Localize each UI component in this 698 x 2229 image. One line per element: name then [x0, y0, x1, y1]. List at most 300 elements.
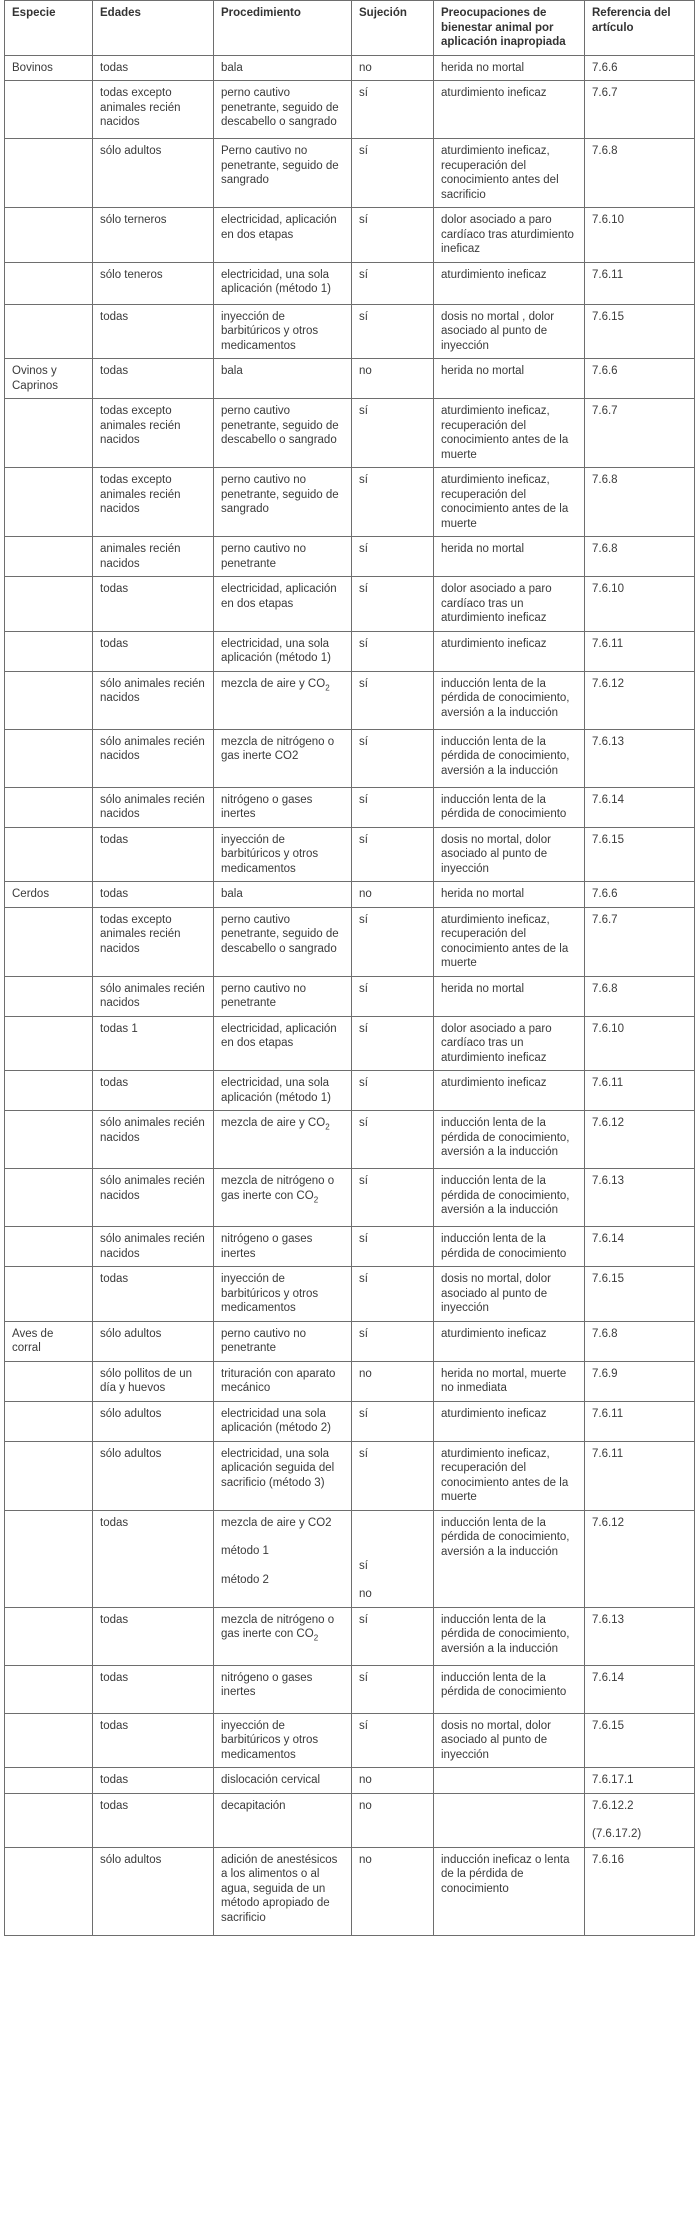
procedure-text: electricidad, una sola aplicación (método 1): [221, 637, 331, 664]
table-row: [5, 976, 695, 1016]
ages-cell: todas excepto animales recién nacidos: [93, 468, 214, 537]
species-cell: [5, 729, 93, 787]
restraint-cell: no: [352, 55, 434, 81]
ages-cell: sólo adultos: [93, 139, 214, 208]
procedure-text: perno cautivo penetrante, seguido de descabello o sangrado: [221, 913, 339, 955]
reference-cell: 7.6.15: [585, 304, 695, 359]
concerns-cell: dosis no mortal, dolor asociado al punto de inyección: [434, 827, 585, 882]
species-cell: [5, 399, 93, 468]
table-row: [5, 1016, 695, 1071]
reference-cell: 7.6.17.1: [585, 1768, 695, 1794]
concerns-cell: inducción ineficaz o lenta de la pérdida de conocimiento: [434, 1847, 585, 1935]
procedure-text: mezcla de nitrógeno o gas inerte con CO: [221, 1175, 335, 1202]
reference-cell: 7.6.7: [585, 907, 695, 976]
restraint-cell: sí: [352, 81, 434, 139]
subscript: 2: [313, 1633, 319, 1643]
restraint-cell: sí: [352, 1267, 434, 1322]
restraint-cell: no: [352, 1361, 434, 1401]
species-cell: [5, 468, 93, 537]
ages-cell: sólo animales recién nacidos: [93, 671, 214, 729]
ages-cell: sólo adultos: [93, 1847, 214, 1935]
procedure-text: electricidad, aplicación en dos etapas: [221, 214, 337, 241]
reference-cell: 7.6.16: [585, 1847, 695, 1935]
concerns-cell: dolor asociado a paro cardíaco tras aturdimiento ineficaz: [434, 208, 585, 263]
ages-cell: sólo animales recién nacidos: [93, 787, 214, 827]
concerns-cell: inducción lenta de la pérdida de conocimiento, aversión a la inducción: [434, 1169, 585, 1227]
procedure-text: electricidad, aplicación en dos etapas: [221, 1022, 337, 1049]
table-row: [5, 1793, 695, 1847]
ages-cell: sólo adultos: [93, 1401, 214, 1441]
procedure-cell: [214, 1227, 352, 1267]
table-row: [5, 537, 695, 577]
ages-cell: todas excepto animales recién nacidos: [93, 907, 214, 976]
restraint-cell: sí: [352, 976, 434, 1016]
species-cell: [5, 1510, 93, 1607]
procedure-text: electricidad, una sola aplicación (método 1): [221, 1077, 331, 1104]
procedure-text: mezcla de nitrógeno o gas inerte CO2: [221, 735, 335, 762]
subscript: 2: [313, 1194, 319, 1204]
reference-cell: 7.6.13: [585, 729, 695, 787]
concerns-cell: inducción lenta de la pérdida de conocimiento, aversión a la inducción: [434, 1111, 585, 1169]
concerns-cell: aturdimiento ineficaz: [434, 262, 585, 304]
table-row: [5, 1071, 695, 1111]
restraint-cell: sí: [352, 1111, 434, 1169]
header-reference: Referencia del artículo: [585, 1, 695, 56]
reference-cell: [585, 1793, 695, 1847]
table-row: [5, 1267, 695, 1322]
species-cell: Aves de corral: [5, 1321, 93, 1361]
table-row: [5, 262, 695, 304]
reference-cell: 7.6.10: [585, 577, 695, 632]
restraint-cell: no: [352, 1847, 434, 1935]
restraint-cell: sí: [352, 1169, 434, 1227]
reference-cell: 7.6.10: [585, 1016, 695, 1071]
ages-cell: todas: [93, 827, 214, 882]
procedure-cell: [214, 827, 352, 882]
restraint-method-2: no: [359, 1588, 372, 1600]
species-cell: [5, 1267, 93, 1322]
ages-cell: todas: [93, 1665, 214, 1713]
species-cell: [5, 208, 93, 263]
restraint-cell: sí: [352, 787, 434, 827]
procedure-cell: [214, 1607, 352, 1665]
table-row: [5, 1847, 695, 1935]
concerns-cell: herida no mortal, muerte no inmediata: [434, 1361, 585, 1401]
reference-cell: 7.6.12: [585, 671, 695, 729]
reference-cell: 7.6.8: [585, 537, 695, 577]
species-cell: [5, 787, 93, 827]
ages-cell: sólo pollitos de un día y huevos: [93, 1361, 214, 1401]
table-row: [5, 631, 695, 671]
concerns-cell: aturdimiento ineficaz, recuperación del conocimiento antes de la muerte: [434, 468, 585, 537]
species-cell: [5, 1227, 93, 1267]
restraint-cell: no: [352, 1793, 434, 1847]
procedure-text: nitrógeno o gases inertes: [221, 1671, 313, 1698]
restraint-cell: sí: [352, 1713, 434, 1768]
procedure-cell: [214, 787, 352, 827]
procedure-cell: [214, 1665, 352, 1713]
concerns-cell: inducción lenta de la pérdida de conocimiento, aversión a la inducción: [434, 729, 585, 787]
restraint-cell: sí: [352, 208, 434, 263]
ages-cell: animales recién nacidos: [93, 537, 214, 577]
procedure-text: decapitación: [221, 1799, 286, 1812]
procedure-text: adición de anestésicos a los alimentos o al agua, seguida de un método apropiado de sacrificio: [221, 1853, 338, 1924]
header-ages: Edades: [93, 1, 214, 56]
ages-cell: todas: [93, 1793, 214, 1847]
procedure-cell: [214, 262, 352, 304]
procedure-cell: [214, 577, 352, 632]
table-row: [5, 304, 695, 359]
reference-cell: 7.6.6: [585, 55, 695, 81]
restraint-cell: sí: [352, 1665, 434, 1713]
procedure-cell: [214, 1768, 352, 1794]
procedure-text: electricidad, una sola aplicación seguida del sacrificio (método 3): [221, 1447, 335, 1489]
concerns-cell: aturdimiento ineficaz, recuperación del conocimiento antes de la muerte: [434, 907, 585, 976]
reference-cell: 7.6.10: [585, 208, 695, 263]
table-row: [5, 1361, 695, 1401]
procedure-text: bala: [221, 365, 243, 377]
concerns-cell: inducción lenta de la pérdida de conocimiento: [434, 1665, 585, 1713]
species-cell: [5, 1071, 93, 1111]
reference-text: 7.6.12.2: [592, 1799, 634, 1812]
species-cell: [5, 907, 93, 976]
ages-cell: todas excepto animales recién nacidos: [93, 399, 214, 468]
procedure-text: perno cautivo no penetrante, seguido de sangrado: [221, 474, 339, 515]
restraint-cell: [352, 1510, 434, 1607]
restraint-cell: no: [352, 359, 434, 399]
reference-cell: 7.6.15: [585, 1713, 695, 1768]
concerns-cell: [434, 1768, 585, 1794]
procedure-cell: [214, 537, 352, 577]
table-row: [5, 1665, 695, 1713]
reference-cell: 7.6.12: [585, 1510, 695, 1607]
reference-cell: 7.6.15: [585, 827, 695, 882]
procedure-cell: [214, 81, 352, 139]
procedure-cell: [214, 1016, 352, 1071]
reference-cell: 7.6.6: [585, 359, 695, 399]
table-row: [5, 1111, 695, 1169]
concerns-cell: aturdimiento ineficaz: [434, 81, 585, 139]
table-row: [5, 907, 695, 976]
restraint-cell: sí: [352, 729, 434, 787]
species-cell: [5, 1111, 93, 1169]
table-row: [5, 729, 695, 787]
procedure-cell: [214, 1401, 352, 1441]
species-cell: [5, 577, 93, 632]
table-row: [5, 1401, 695, 1441]
procedure-cell: [214, 208, 352, 263]
reference-cell: 7.6.6: [585, 882, 695, 908]
table-row: [5, 468, 695, 537]
procedure-text: perno cautivo penetrante, seguido de descabello o sangrado: [221, 405, 339, 446]
restraint-cell: sí: [352, 1321, 434, 1361]
ages-cell: sólo animales recién nacidos: [93, 1111, 214, 1169]
species-cell: [5, 631, 93, 671]
species-cell: [5, 1793, 93, 1847]
concerns-cell: inducción lenta de la pérdida de conocimiento, aversión a la inducción: [434, 1607, 585, 1665]
concerns-cell: dolor asociado a paro cardíaco tras un aturdimiento ineficaz: [434, 1016, 585, 1071]
subscript: 2: [325, 1122, 330, 1132]
restraint-cell: sí: [352, 1441, 434, 1510]
ages-cell: todas: [93, 359, 214, 399]
ages-cell: todas: [93, 1768, 214, 1794]
reference-cell: 7.6.15: [585, 1267, 695, 1322]
procedure-cell: [214, 1441, 352, 1510]
species-cell: [5, 304, 93, 359]
header-species: Especie: [5, 1, 93, 56]
table-row: [5, 671, 695, 729]
species-cell: [5, 976, 93, 1016]
procedure-cell: [214, 631, 352, 671]
species-cell: Cerdos: [5, 882, 93, 908]
concerns-cell: inducción lenta de la pérdida de conocimiento: [434, 1227, 585, 1267]
table-row: [5, 81, 695, 139]
table-row: [5, 882, 695, 908]
ages-cell: todas: [93, 631, 214, 671]
table-row: [5, 359, 695, 399]
table-row: [5, 1227, 695, 1267]
species-cell: [5, 1768, 93, 1794]
procedure-text: bala: [221, 61, 243, 74]
procedure-cell: [214, 729, 352, 787]
reference-cell: 7.6.9: [585, 1361, 695, 1401]
concerns-cell: dosis no mortal, dolor asociado al punto de inyección: [434, 1713, 585, 1768]
restraint-cell: sí: [352, 1607, 434, 1665]
procedure-cell: [214, 139, 352, 208]
restraint-cell: sí: [352, 1227, 434, 1267]
table-body: [5, 55, 695, 1935]
header-restraint: Sujeción: [352, 1, 434, 56]
procedure-text: inyección de barbitúricos y otros medicamentos: [221, 1273, 319, 1314]
procedure-cell: [214, 1793, 352, 1847]
species-cell: [5, 1016, 93, 1071]
procedure-cell: [214, 304, 352, 359]
reference-cell: 7.6.13: [585, 1607, 695, 1665]
concerns-cell: [434, 1793, 585, 1847]
table-row: [5, 55, 695, 81]
restraint-cell: sí: [352, 671, 434, 729]
species-cell: [5, 81, 93, 139]
restraint-cell: sí: [352, 1016, 434, 1071]
reference-cell: 7.6.12: [585, 1111, 695, 1169]
concerns-cell: inducción lenta de la pérdida de conocimiento, aversión a la inducción: [434, 1510, 585, 1607]
table-row: [5, 577, 695, 632]
procedure-text: perno cautivo no penetrante: [221, 982, 307, 1009]
restraint-cell: sí: [352, 1071, 434, 1111]
species-cell: [5, 1441, 93, 1510]
concerns-cell: dosis no mortal , dolor asociado al punto de inyección: [434, 304, 585, 359]
ages-cell: todas: [93, 55, 214, 81]
procedure-text: inyección de barbitúricos y otros medicamentos: [221, 310, 319, 352]
procedure-text: electricidad, aplicación en dos etapas: [221, 583, 337, 610]
ages-cell: sólo adultos: [93, 1321, 214, 1361]
concerns-cell: herida no mortal: [434, 537, 585, 577]
procedure-cell: [214, 1510, 352, 1607]
species-cell: [5, 1169, 93, 1227]
ages-cell: sólo teneros: [93, 262, 214, 304]
ages-cell: sólo animales recién nacidos: [93, 976, 214, 1016]
procedure-cell: [214, 976, 352, 1016]
restraint-cell: sí: [352, 827, 434, 882]
species-cell: [5, 1847, 93, 1935]
header-concerns: Preocupaciones de bienestar animal por aplicación inapropiada: [434, 1, 585, 56]
concerns-cell: aturdimiento ineficaz, recuperación del conocimiento antes de la muerte: [434, 1441, 585, 1510]
concerns-cell: aturdimiento ineficaz: [434, 1401, 585, 1441]
procedure-cell: [214, 1361, 352, 1401]
restraint-cell: no: [352, 1768, 434, 1794]
procedure-cell: [214, 359, 352, 399]
restraint-cell: sí: [352, 468, 434, 537]
procedure-text: perno cautivo penetrante, seguido de descabello o sangrado: [221, 87, 339, 128]
table-row: [5, 1169, 695, 1227]
table-row: [5, 139, 695, 208]
procedure-text: trituración con aparato mecánico: [221, 1367, 336, 1394]
table-row: [5, 1768, 695, 1794]
concerns-cell: inducción lenta de la pérdida de conocimiento: [434, 787, 585, 827]
ages-cell: sólo terneros: [93, 208, 214, 263]
table-row: [5, 787, 695, 827]
procedure-text: perno cautivo no penetrante: [221, 543, 307, 570]
procedure-text: nitrógeno o gases inertes: [221, 793, 313, 820]
header-procedure: Procedimiento: [214, 1, 352, 56]
reference-cell: 7.6.11: [585, 1071, 695, 1111]
procedure-cell: [214, 882, 352, 908]
table-row: [5, 827, 695, 882]
reference-cell: 7.6.8: [585, 468, 695, 537]
header-row: [5, 1, 695, 56]
ages-cell: todas excepto animales recién nacidos: [93, 81, 214, 139]
restraint-cell: sí: [352, 537, 434, 577]
concerns-cell: herida no mortal: [434, 882, 585, 908]
procedure-text: Perno cautivo no penetrante, seguido de sangrado: [221, 145, 339, 186]
ages-cell: sólo animales recién nacidos: [93, 1169, 214, 1227]
ages-cell: sólo animales recién nacidos: [93, 729, 214, 787]
procedure-text: perno cautivo no penetrante: [221, 1327, 307, 1354]
species-cell: [5, 262, 93, 304]
restraint-cell: sí: [352, 1401, 434, 1441]
ages-cell: todas: [93, 304, 214, 359]
procedure-cell: [214, 1111, 352, 1169]
reference-cell: 7.6.13: [585, 1169, 695, 1227]
procedure-text: inyección de barbitúricos y otros medicamentos: [221, 833, 319, 875]
table-row: [5, 208, 695, 263]
procedure-text: mezcla de aire y CO: [221, 677, 326, 690]
restraint-cell: sí: [352, 262, 434, 304]
restraint-method-1: sí: [359, 1559, 368, 1572]
reference-cell: 7.6.14: [585, 787, 695, 827]
concerns-cell: aturdimiento ineficaz: [434, 1321, 585, 1361]
procedure-cell: [214, 399, 352, 468]
concerns-cell: herida no mortal: [434, 55, 585, 81]
procedure-cell: [214, 1713, 352, 1768]
table-row: [5, 1713, 695, 1768]
species-cell: [5, 827, 93, 882]
restraint-cell: sí: [352, 399, 434, 468]
concerns-cell: dosis no mortal, dolor asociado al punto de inyección: [434, 1267, 585, 1322]
procedure-method-2: método 2: [221, 1573, 269, 1586]
ages-cell: todas 1: [93, 1016, 214, 1071]
restraint-cell: no: [352, 882, 434, 908]
concerns-cell: dolor asociado a paro cardíaco tras un aturdimiento ineficaz: [434, 577, 585, 632]
procedure-text: bala: [221, 888, 243, 900]
reference-cell: 7.6.11: [585, 262, 695, 304]
procedure-cell: [214, 907, 352, 976]
procedure-cell: [214, 468, 352, 537]
procedure-text: electricidad, una sola aplicación (método 1): [221, 268, 331, 295]
procedure-method-1: método 1: [221, 1545, 269, 1557]
ages-cell: sólo adultos: [93, 1441, 214, 1510]
restraint-cell: sí: [352, 631, 434, 671]
species-cell: [5, 1361, 93, 1401]
species-cell: [5, 1665, 93, 1713]
species-cell: Bovinos: [5, 55, 93, 81]
ages-cell: sólo animales recién nacidos: [93, 1227, 214, 1267]
procedure-cell: [214, 1267, 352, 1322]
concerns-cell: aturdimiento ineficaz: [434, 1071, 585, 1111]
reference-cell: 7.6.11: [585, 631, 695, 671]
restraint-cell: sí: [352, 577, 434, 632]
document-page: [4, 0, 694, 1936]
species-cell: [5, 1713, 93, 1768]
ages-cell: todas: [93, 1607, 214, 1665]
reference-cell: 7.6.7: [585, 81, 695, 139]
reference-cell: 7.6.14: [585, 1227, 695, 1267]
ages-cell: todas: [93, 1267, 214, 1322]
reference-cell: 7.6.7: [585, 399, 695, 468]
procedure-cell: [214, 671, 352, 729]
procedure-cell: [214, 1071, 352, 1111]
procedure-text: electricidad una sola aplicación (método 2): [221, 1407, 331, 1434]
procedure-text: mezcla de aire y CO2: [221, 1516, 332, 1529]
table-row: [5, 1321, 695, 1361]
ages-cell: todas: [93, 882, 214, 908]
procedure-text: mezcla de aire y CO: [221, 1117, 326, 1129]
restraint-cell: sí: [352, 139, 434, 208]
concerns-cell: herida no mortal: [434, 976, 585, 1016]
reference-cell: 7.6.8: [585, 976, 695, 1016]
ages-cell: todas: [93, 1510, 214, 1607]
reference-cell: 7.6.8: [585, 1321, 695, 1361]
species-cell: [5, 139, 93, 208]
species-cell: [5, 671, 93, 729]
concerns-cell: inducción lenta de la pérdida de conocimiento, aversión a la inducción: [434, 671, 585, 729]
reference-cell: 7.6.8: [585, 139, 695, 208]
species-cell: [5, 1607, 93, 1665]
table-row: [5, 1607, 695, 1665]
procedure-text: nitrógeno o gases inertes: [221, 1233, 313, 1260]
procedure-text: dislocación cervical: [221, 1774, 321, 1786]
table-row: [5, 1441, 695, 1510]
procedure-text: mezcla de nitrógeno o gas inerte con CO: [221, 1613, 335, 1640]
procedure-cell: [214, 1169, 352, 1227]
procedure-cell: [214, 55, 352, 81]
procedure-cell: [214, 1847, 352, 1935]
concerns-cell: aturdimiento ineficaz, recuperación del conocimiento antes del sacrificio: [434, 139, 585, 208]
ages-cell: todas: [93, 1713, 214, 1768]
ages-cell: todas: [93, 577, 214, 632]
concerns-cell: herida no mortal: [434, 359, 585, 399]
table-row: [5, 399, 695, 468]
reference-cell: 7.6.11: [585, 1401, 695, 1441]
procedure-cell: [214, 1321, 352, 1361]
subscript: 2: [325, 682, 330, 692]
concerns-cell: aturdimiento ineficaz, recuperación del conocimiento antes de la muerte: [434, 399, 585, 468]
reference-alt: (7.6.17.2): [592, 1828, 642, 1840]
reference-cell: 7.6.14: [585, 1665, 695, 1713]
species-cell: [5, 537, 93, 577]
procedure-text: inyección de barbitúricos y otros medicamentos: [221, 1719, 319, 1761]
reference-cell: 7.6.11: [585, 1441, 695, 1510]
